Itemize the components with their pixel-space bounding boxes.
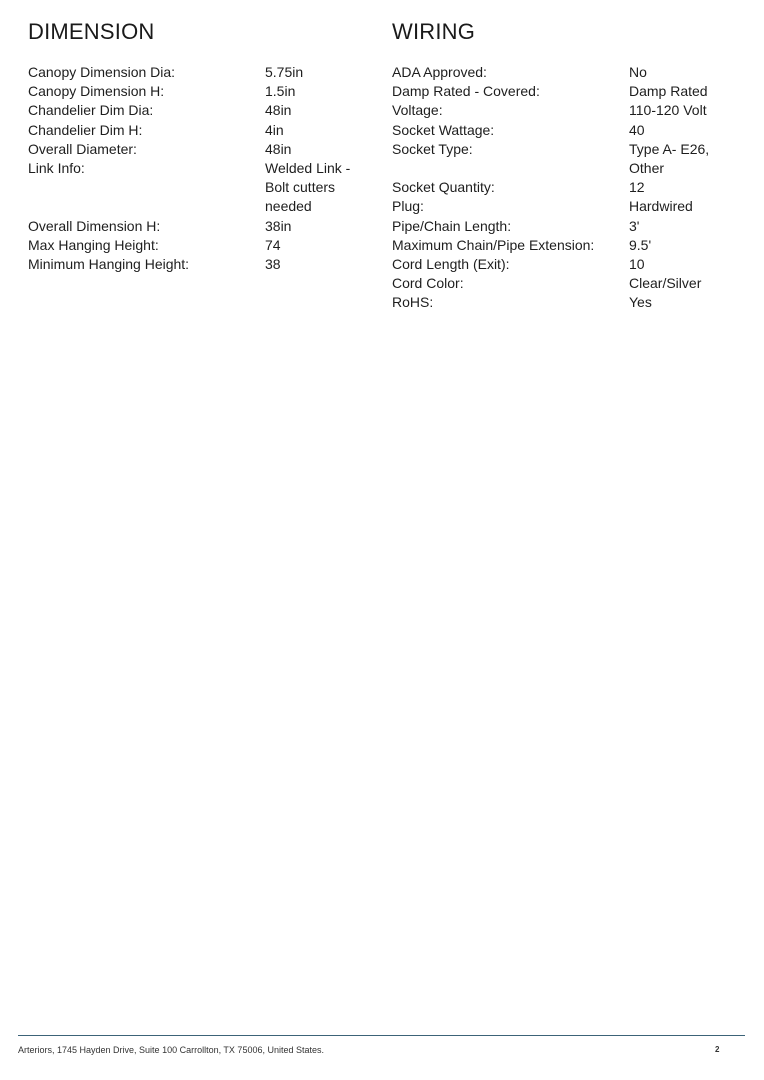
spec-label: Link Info: <box>28 160 85 177</box>
spec-row-plug <box>392 197 732 216</box>
spec-row-pipe-chain-length <box>392 217 732 236</box>
spec-row-socket-wattage <box>392 121 732 140</box>
spec-value: 38 <box>265 256 281 273</box>
spec-row-damp-rated <box>392 82 732 101</box>
spec-value: 10 <box>629 256 645 273</box>
spec-label: Overall Dimension H: <box>28 217 161 234</box>
spec-label: Cord Color: <box>392 275 464 292</box>
page-number: 2 <box>715 1045 720 1054</box>
spec-label: Canopy Dimension H: <box>28 83 165 100</box>
spec-label: Minimum Hanging Height: <box>28 256 190 273</box>
footer-address: Arteriors, 1745 Hayden Drive, Suite 100 Carrollton, TX 75006, United States. <box>18 1045 324 1055</box>
spec-label: Canopy Dimension Dia: <box>28 64 176 80</box>
spec-row-ada-approved <box>392 63 732 82</box>
spec-label: Cord Length (Exit): <box>392 256 510 273</box>
spec-value: Hardwired <box>629 198 693 215</box>
spec-row-max-hanging-height <box>28 236 368 255</box>
spec-label: Socket Type: <box>392 140 473 157</box>
spec-label: Socket Quantity: <box>392 179 495 196</box>
spec-value: 9.5' <box>629 236 652 253</box>
spec-value: 1.5in <box>265 83 296 100</box>
spec-value: Clear/Silver <box>629 275 702 292</box>
spec-row-rohs <box>392 293 732 312</box>
wiring-title: WIRING <box>392 19 476 44</box>
spec-row-socket-quantity <box>392 178 732 197</box>
spec-value: 48in <box>265 140 292 157</box>
spec-value: 74 <box>265 236 281 253</box>
spec-row-chandelier-dia <box>28 101 368 120</box>
spec-value: Yes <box>629 294 652 311</box>
spec-value: 5.75in <box>265 64 304 80</box>
spec-row-overall-dimension-h <box>28 217 368 236</box>
spec-value: 40 <box>629 121 645 138</box>
spec-value: 38in <box>265 217 292 234</box>
spec-row-cord-color <box>392 274 732 293</box>
spec-label: Maximum Chain/Pipe Extension: <box>392 236 595 253</box>
spec-value: 12 <box>629 179 645 196</box>
footer-divider <box>18 1035 745 1036</box>
spec-label: Damp Rated - Covered: <box>392 83 540 100</box>
spec-value: 110-120 Volt <box>629 102 707 119</box>
spec-label: Chandelier Dim Dia: <box>28 102 154 119</box>
dimension-title: DIMENSION <box>28 19 155 44</box>
spec-row-cord-length <box>392 255 732 274</box>
spec-row-min-hanging-height <box>28 255 368 274</box>
spec-label: Overall Diameter: <box>28 140 137 157</box>
spec-label: ADA Approved: <box>392 64 487 80</box>
spec-row-max-chain-pipe-extension <box>392 236 732 255</box>
spec-value: 48in <box>265 102 292 119</box>
spec-row-canopy-dia <box>28 63 368 82</box>
spec-value: Type A- E26, Other <box>629 140 710 177</box>
wiring-section <box>392 18 732 313</box>
spec-label: RoHS: <box>392 294 434 311</box>
wiring-spec-list <box>392 63 732 313</box>
spec-label: Max Hanging Height: <box>28 236 159 253</box>
dimension-section <box>28 18 368 274</box>
spec-row-socket-type <box>392 140 732 178</box>
spec-label: Plug: <box>392 198 424 215</box>
spec-value: No <box>629 64 647 80</box>
spec-label: Voltage: <box>392 102 443 119</box>
dimension-spec-list <box>28 63 368 274</box>
spec-row-voltage <box>392 101 732 120</box>
spec-row-overall-diameter <box>28 140 368 159</box>
spec-label: Socket Wattage: <box>392 121 495 138</box>
spec-row-chandelier-h <box>28 121 368 140</box>
spec-value: Welded Link - Bolt cutters needed <box>265 160 351 215</box>
spec-row-canopy-h <box>28 82 368 101</box>
spec-value: 3' <box>629 217 640 234</box>
spec-label: Pipe/Chain Length: <box>392 217 512 234</box>
spec-row-link-info <box>28 159 368 217</box>
spec-label: Chandelier Dim H: <box>28 121 143 138</box>
spec-value: 4in <box>265 121 284 138</box>
spec-value: Damp Rated <box>629 83 708 100</box>
